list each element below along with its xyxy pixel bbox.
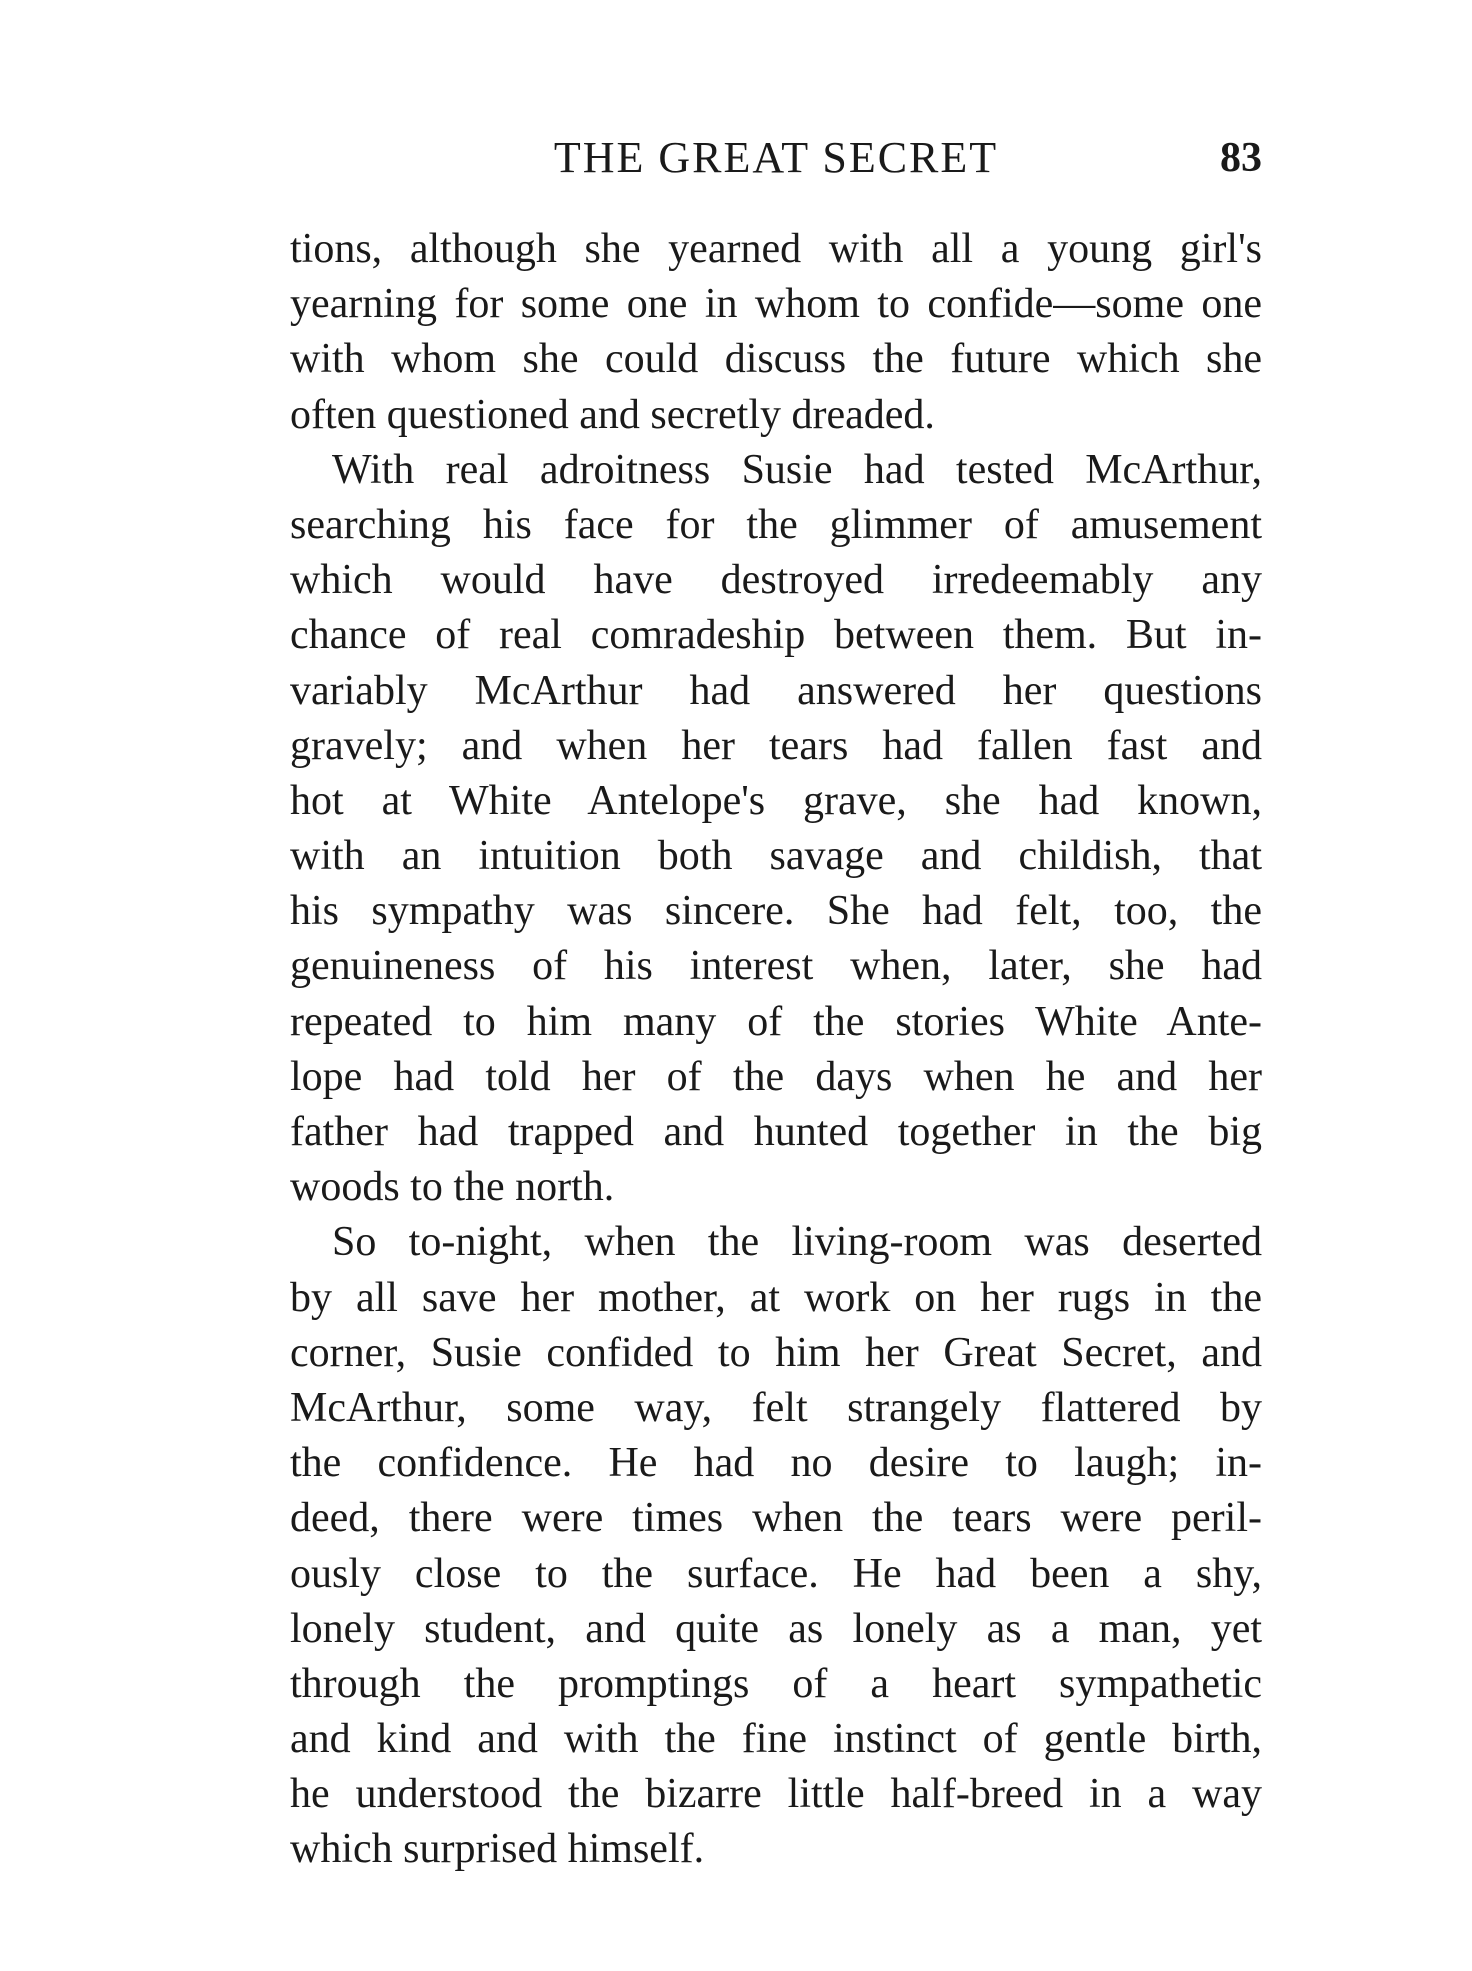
text-line: chance of real comradeship between them. But in- — [290, 612, 1262, 659]
text-line: his sympathy was sincere. She had felt, too, the — [290, 888, 1262, 935]
text-line: by all save her mother, at work on her rugs in the — [290, 1274, 1262, 1321]
text-line: tions, although she yearned with all a young girl's — [290, 226, 1262, 272]
text-line: corner, Susie confided to him her Great Secret, and — [290, 1329, 1262, 1376]
text-line: genuineness of his interest when, later, she had — [290, 943, 1262, 990]
paragraph — [290, 443, 1262, 1216]
text-line: So to-night, when the living-room was deserted — [332, 1219, 1262, 1266]
text-line: lonely student, and quite as lonely as a man, yet — [290, 1605, 1262, 1652]
text-line: often questioned and secretly dreaded. — [290, 391, 935, 438]
text-line: gravely; and when her tears had fallen fast and — [290, 722, 1262, 769]
text-line: ously close to the surface. He had been a shy, — [290, 1550, 1262, 1597]
text-line: With real adroitness Susie had tested McArthur, — [332, 446, 1262, 493]
text-line: the confidence. He had no desire to laugh; in- — [290, 1440, 1262, 1487]
paragraph — [290, 222, 1262, 443]
text-line: which would have destroyed irredeemably any — [290, 557, 1262, 604]
text-line: McArthur, some way, felt strangely flattered by — [290, 1384, 1262, 1431]
running-title: THE GREAT SECRET — [553, 133, 999, 182]
text-line: with whom she could discuss the future which she — [290, 336, 1262, 383]
text-line: yearning for some one in whom to confide—some one — [290, 281, 1262, 328]
body-text — [290, 222, 1262, 1878]
text-line: father had trapped and hunted together in the big — [290, 1109, 1262, 1155]
text-line: he understood the bizarre little half-breed in a way — [290, 1771, 1262, 1818]
running-head — [290, 128, 1262, 188]
text-line: and kind and with the fine instinct of gentle birth, — [290, 1716, 1262, 1763]
text-line: through the promptings of a heart sympathetic — [290, 1660, 1262, 1707]
text-line: woods to the north. — [290, 1164, 615, 1211]
text-line: repeated to him many of the stories White Ante- — [290, 998, 1262, 1045]
text-line: variably McArthur had answered her questions — [290, 667, 1262, 714]
text-line: lope had told her of the days when he and her — [290, 1053, 1262, 1100]
paragraph — [290, 1215, 1262, 1877]
text-line: with an intuition both savage and childish, that — [290, 833, 1262, 880]
text-line: which surprised himself. — [290, 1826, 705, 1873]
page-number: 83 — [1220, 135, 1262, 181]
text-line: hot at White Antelope's grave, she had known, — [290, 777, 1262, 824]
text-line: deed, there were times when the tears were peril- — [290, 1495, 1262, 1542]
text-line: searching his face for the glimmer of amusement — [290, 501, 1262, 548]
